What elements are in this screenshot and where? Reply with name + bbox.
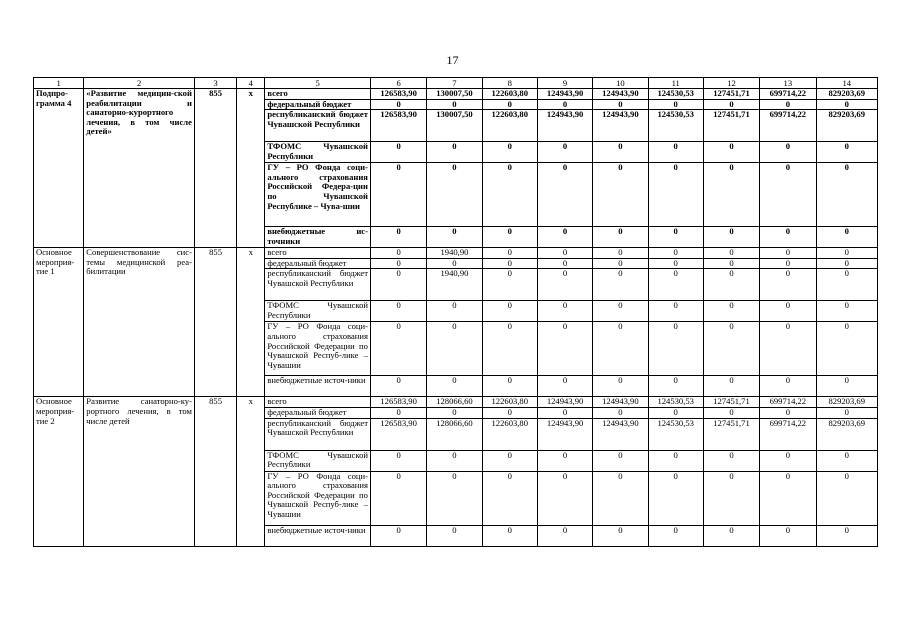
amount-cell: 0 [703, 248, 759, 259]
amount-cell: 0 [537, 99, 592, 110]
funding-source: ГУ – РО Фонда соци-ального страхования Российской Федера-ции по Чувашской Республике – Чува-шии [265, 163, 371, 227]
column-number-11: 11 [648, 78, 703, 89]
group-subprogram-4 [34, 89, 878, 248]
amount-cell: 122603,80 [482, 397, 537, 408]
amount-cell: 0 [370, 301, 426, 322]
amount-cell: 0 [703, 258, 759, 269]
amount-cell: 130007,50 [427, 110, 482, 142]
funding-source: внебюджетные источ-ники [265, 525, 371, 546]
amount-cell: 128066,60 [427, 418, 482, 450]
funding-source: внебюджетные источ-ники [265, 376, 371, 397]
amount-cell: 0 [370, 322, 426, 376]
column-4-value: x [237, 248, 265, 397]
column-number-2: 2 [84, 78, 195, 89]
amount-cell: 0 [427, 258, 482, 269]
funding-source: ГУ – РО Фонда соци-ального страхования Российской Федерации по Чувашской Респуб-лике – Чувашии [265, 322, 371, 376]
amount-cell: 0 [593, 301, 648, 322]
amount-cell: 0 [703, 269, 759, 301]
amount-cell: 0 [482, 525, 537, 546]
amount-cell: 829203,69 [816, 418, 877, 450]
amount-cell: 0 [370, 142, 426, 163]
amount-cell: 0 [427, 301, 482, 322]
amount-cell: 0 [760, 258, 816, 269]
column-number-9: 9 [537, 78, 592, 89]
amount-cell: 0 [703, 525, 759, 546]
amount-cell: 122603,80 [482, 110, 537, 142]
amount-cell: 0 [816, 322, 877, 376]
column-number-row [34, 78, 878, 89]
amount-cell: 124530,53 [648, 89, 703, 100]
amount-cell: 122603,80 [482, 89, 537, 100]
amount-cell: 0 [593, 471, 648, 525]
column-number-4: 4 [237, 78, 265, 89]
amount-cell: 0 [370, 227, 426, 248]
amount-cell: 0 [427, 407, 482, 418]
amount-cell: 0 [537, 163, 592, 227]
table-row [34, 89, 878, 100]
amount-cell: 124943,90 [593, 397, 648, 408]
amount-cell: 0 [648, 322, 703, 376]
amount-cell: 0 [537, 376, 592, 397]
amount-cell: 0 [427, 322, 482, 376]
amount-cell: 0 [537, 227, 592, 248]
amount-cell: 0 [648, 99, 703, 110]
amount-cell: 0 [703, 227, 759, 248]
amount-cell: 124943,90 [537, 89, 592, 100]
grbs-code: 855 [194, 397, 236, 546]
amount-cell: 0 [593, 322, 648, 376]
amount-cell: 0 [537, 450, 592, 471]
amount-cell: 0 [816, 376, 877, 397]
amount-cell: 0 [816, 163, 877, 227]
amount-cell: 0 [816, 269, 877, 301]
funding-source: ТФОМС Чувашской Республики [265, 142, 371, 163]
amount-cell: 0 [648, 471, 703, 525]
amount-cell: 0 [760, 407, 816, 418]
amount-cell: 0 [760, 142, 816, 163]
grbs-code: 855 [194, 248, 236, 397]
amount-cell: 0 [760, 471, 816, 525]
amount-cell: 128066,60 [427, 397, 482, 408]
amount-cell: 0 [703, 163, 759, 227]
amount-cell: 0 [816, 450, 877, 471]
program-code: Подпро-грамма 4 [34, 89, 84, 248]
column-number-5: 5 [265, 78, 371, 89]
amount-cell: 0 [370, 248, 426, 259]
amount-cell: 0 [593, 163, 648, 227]
program-name: Совершенствование сис-темы медицинской реа-билитации [84, 248, 195, 397]
amount-cell: 0 [482, 248, 537, 259]
amount-cell: 0 [760, 269, 816, 301]
amount-cell: 0 [816, 525, 877, 546]
amount-cell: 0 [648, 163, 703, 227]
amount-cell: 0 [370, 471, 426, 525]
amount-cell: 0 [482, 376, 537, 397]
amount-cell: 0 [760, 248, 816, 259]
amount-cell: 0 [703, 450, 759, 471]
amount-cell: 124530,53 [648, 110, 703, 142]
amount-cell: 0 [648, 258, 703, 269]
amount-cell: 126583,90 [370, 397, 426, 408]
amount-cell: 0 [482, 163, 537, 227]
column-number-7: 7 [427, 78, 482, 89]
amount-cell: 0 [593, 142, 648, 163]
amount-cell: 0 [648, 248, 703, 259]
column-number-10: 10 [593, 78, 648, 89]
amount-cell: 0 [593, 269, 648, 301]
amount-cell: 0 [482, 142, 537, 163]
amount-cell: 0 [648, 142, 703, 163]
amount-cell: 0 [537, 258, 592, 269]
amount-cell: 829203,69 [816, 89, 877, 100]
amount-cell: 124943,90 [593, 89, 648, 100]
amount-cell: 124943,90 [537, 418, 592, 450]
funding-source: ТФОМС Чувашской Республики [265, 301, 371, 322]
program-code: Основное мероприя-тие 1 [34, 248, 84, 397]
amount-cell: 0 [593, 248, 648, 259]
program-name: «Развитие медицин-ской реабилитации и санаторно-курортного лечения, в том числе детей» [84, 89, 195, 248]
amount-cell: 0 [370, 376, 426, 397]
amount-cell: 0 [537, 407, 592, 418]
table-row [34, 397, 878, 408]
amount-cell: 0 [760, 376, 816, 397]
page-number: 17 [446, 53, 459, 67]
amount-cell: 0 [370, 525, 426, 546]
amount-cell: 0 [537, 142, 592, 163]
column-number-1: 1 [34, 78, 84, 89]
amount-cell: 0 [482, 322, 537, 376]
table-header [34, 78, 878, 89]
amount-cell: 0 [593, 227, 648, 248]
amount-cell: 0 [648, 450, 703, 471]
amount-cell: 0 [370, 163, 426, 227]
amount-cell: 0 [427, 99, 482, 110]
amount-cell: 130007,50 [427, 89, 482, 100]
amount-cell: 0 [648, 301, 703, 322]
amount-cell: 124943,90 [593, 418, 648, 450]
column-number-8: 8 [482, 78, 537, 89]
amount-cell: 0 [482, 471, 537, 525]
amount-cell: 0 [427, 525, 482, 546]
amount-cell: 127451,71 [703, 110, 759, 142]
amount-cell: 0 [370, 99, 426, 110]
amount-cell: 0 [482, 269, 537, 301]
amount-cell: 0 [816, 471, 877, 525]
amount-cell: 0 [593, 525, 648, 546]
amount-cell: 0 [648, 376, 703, 397]
amount-cell: 829203,69 [816, 397, 877, 408]
amount-cell: 0 [427, 471, 482, 525]
funding-source: всего [265, 89, 371, 100]
amount-cell: 0 [760, 450, 816, 471]
amount-cell: 0 [537, 301, 592, 322]
amount-cell: 0 [482, 227, 537, 248]
amount-cell: 0 [760, 525, 816, 546]
amount-cell: 0 [482, 301, 537, 322]
amount-cell: 126583,90 [370, 89, 426, 100]
program-name: Развитие санаторно-ку-рортного лечения, в том числе детей [84, 397, 195, 546]
amount-cell: 0 [593, 99, 648, 110]
amount-cell: 0 [427, 227, 482, 248]
amount-cell: 699714,22 [760, 397, 816, 408]
amount-cell: 0 [427, 142, 482, 163]
amount-cell: 0 [593, 258, 648, 269]
amount-cell: 0 [760, 227, 816, 248]
amount-cell: 699714,22 [760, 89, 816, 100]
amount-cell: 0 [703, 471, 759, 525]
amount-cell: 0 [648, 407, 703, 418]
column-number-6: 6 [370, 78, 426, 89]
amount-cell: 0 [370, 269, 426, 301]
amount-cell: 0 [482, 99, 537, 110]
amount-cell: 0 [593, 376, 648, 397]
amount-cell: 0 [427, 163, 482, 227]
amount-cell: 124943,90 [537, 397, 592, 408]
amount-cell: 0 [760, 99, 816, 110]
amount-cell: 699714,22 [760, 418, 816, 450]
column-number-14: 14 [816, 78, 877, 89]
amount-cell: 0 [648, 269, 703, 301]
funding-source: республиканский бюджет Чувашской Республики [265, 269, 371, 301]
amount-cell: 0 [703, 301, 759, 322]
grbs-code: 855 [194, 89, 236, 248]
amount-cell: 0 [537, 269, 592, 301]
amount-cell: 0 [537, 248, 592, 259]
amount-cell: 127451,71 [703, 89, 759, 100]
program-code: Основное мероприя-тие 2 [34, 397, 84, 546]
funding-source: ТФОМС Чувашской Республики [265, 450, 371, 471]
amount-cell: 0 [370, 258, 426, 269]
amount-cell: 0 [537, 322, 592, 376]
amount-cell: 122603,80 [482, 418, 537, 450]
amount-cell: 0 [370, 450, 426, 471]
amount-cell: 0 [760, 301, 816, 322]
amount-cell: 699714,22 [760, 110, 816, 142]
funding-source: республиканский бюджет Чувашской Республики [265, 418, 371, 450]
group-main-activity-1 [34, 248, 878, 397]
amount-cell: 0 [816, 301, 877, 322]
amount-cell: 0 [537, 525, 592, 546]
funding-source: всего [265, 248, 371, 259]
amount-cell: 0 [427, 376, 482, 397]
amount-cell: 0 [816, 248, 877, 259]
column-number-3: 3 [194, 78, 236, 89]
group-main-activity-2 [34, 397, 878, 546]
amount-cell: 1940,90 [427, 248, 482, 259]
amount-cell: 0 [703, 99, 759, 110]
amount-cell: 0 [816, 258, 877, 269]
funding-source: ГУ – РО Фонда соци-ального страхования Российской Федерации по Чувашской Респуб-лике – Чувашии [265, 471, 371, 525]
funding-source: всего [265, 397, 371, 408]
amount-cell: 0 [816, 142, 877, 163]
funding-source: внебюджетные ис-точники [265, 227, 371, 248]
amount-cell: 0 [482, 258, 537, 269]
column-4-value: x [237, 397, 265, 546]
amount-cell: 0 [760, 163, 816, 227]
amount-cell: 0 [703, 407, 759, 418]
amount-cell: 126583,90 [370, 418, 426, 450]
amount-cell: 0 [648, 227, 703, 248]
funding-source: федеральный бюджет [265, 407, 371, 418]
amount-cell: 124530,53 [648, 397, 703, 408]
amount-cell: 0 [593, 450, 648, 471]
amount-cell: 0 [370, 407, 426, 418]
amount-cell: 1940,90 [427, 269, 482, 301]
column-4-value: x [237, 89, 265, 248]
funding-source: республиканский бюджет Чувашской Республики [265, 110, 371, 142]
amount-cell: 0 [648, 525, 703, 546]
amount-cell: 0 [593, 407, 648, 418]
amount-cell: 0 [816, 407, 877, 418]
column-number-12: 12 [703, 78, 759, 89]
funding-source: федеральный бюджет [265, 258, 371, 269]
amount-cell: 829203,69 [816, 110, 877, 142]
amount-cell: 124943,90 [593, 110, 648, 142]
amount-cell: 126583,90 [370, 110, 426, 142]
amount-cell: 0 [816, 99, 877, 110]
amount-cell: 0 [703, 322, 759, 376]
amount-cell: 0 [482, 407, 537, 418]
amount-cell: 124943,90 [537, 110, 592, 142]
amount-cell: 0 [703, 142, 759, 163]
amount-cell: 0 [816, 227, 877, 248]
amount-cell: 127451,71 [703, 418, 759, 450]
column-number-13: 13 [760, 78, 816, 89]
amount-cell: 124530,53 [648, 418, 703, 450]
table-row [34, 248, 878, 259]
amount-cell: 0 [760, 322, 816, 376]
funding-source: федеральный бюджет [265, 99, 371, 110]
amount-cell: 0 [537, 471, 592, 525]
amount-cell: 0 [427, 450, 482, 471]
amount-cell: 0 [703, 376, 759, 397]
amount-cell: 127451,71 [703, 397, 759, 408]
amount-cell: 0 [482, 450, 537, 471]
budget-table [33, 77, 878, 547]
